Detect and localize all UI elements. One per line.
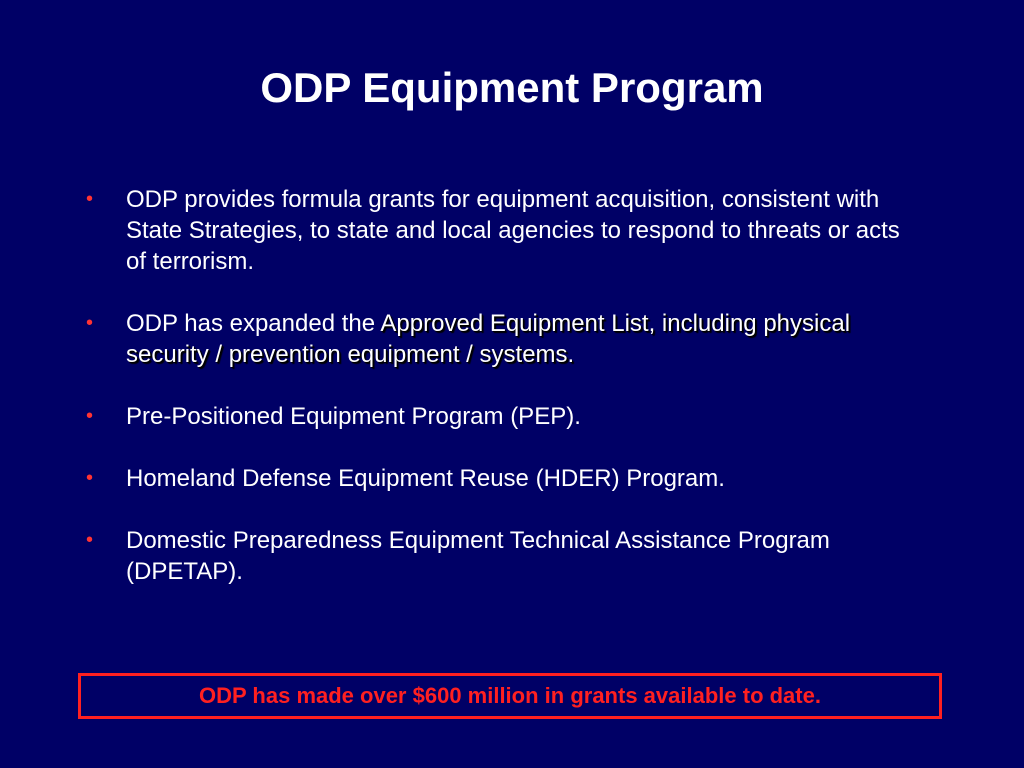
bullet-list	[84, 184, 924, 618]
bullet-item	[84, 525, 924, 587]
bullet-dot-icon: •	[86, 467, 94, 489]
bullet-text-emphasis: Approved Equipment List, including physical security / prevention equipment / systems.	[126, 310, 851, 368]
bullet-item	[84, 184, 924, 277]
bullet-text: Domestic Preparedness Equipment Technical Assistance Program (DPETAP).	[126, 527, 830, 585]
bullet-dot-icon: •	[86, 529, 94, 551]
callout-box	[78, 673, 942, 719]
bullet-text-prefix: ODP has expanded the	[126, 310, 381, 337]
bullet-dot-icon: •	[86, 188, 94, 210]
bullet-item	[84, 463, 924, 494]
bullet-text: Pre-Positioned Equipment Program (PEP).	[126, 403, 581, 430]
bullet-dot-icon: •	[86, 312, 94, 334]
bullet-text: ODP provides formula grants for equipment acquisition, consistent with State Strategies, to state and local agencies to respond to threats or acts of terrorism.	[126, 186, 900, 275]
bullet-text: Homeland Defense Equipment Reuse (HDER) Program.	[126, 465, 725, 492]
slide-title: ODP Equipment Program	[260, 64, 764, 111]
bullet-dot-icon: •	[86, 405, 94, 427]
callout-text: ODP has made over $600 million in grants available to date.	[199, 683, 821, 708]
bullet-item	[84, 401, 924, 432]
bullet-item	[84, 308, 924, 370]
